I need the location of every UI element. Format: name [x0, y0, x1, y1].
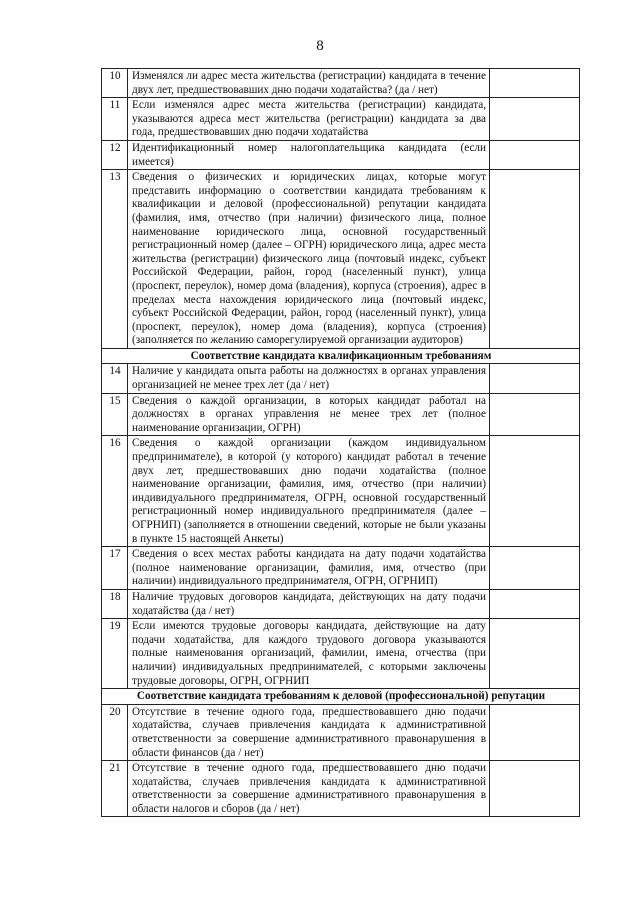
answer-cell[interactable]: [490, 547, 580, 590]
row-number: 10: [102, 69, 128, 98]
section-heading: Соответствие кандидата квалификационным требованиям: [102, 348, 580, 364]
row-number: 17: [102, 547, 128, 590]
row-question: Идентификационный номер налогоплательщика кандидата (если имеется): [128, 140, 490, 169]
row-number: 14: [102, 364, 128, 393]
row-question: Сведения о физических и юридических лицах, которые могут представить информацию о соответствии кандидата требованиям к квалификации и деловой (профессиональной) репутации кандидата (фамилия, имя, отчество (при наличии) физического лица, полное наименование юридического лица, основной государственный регистрационный номер (далее – ОГРН) юридического лица, адрес места жительства (регистрации) физического лица (почтовый индекс, субъект Российской Федерации, район, город (населенный пункт), улица (проспект, переулок), номер дома (владения), корпуса (строения), адрес в пределах места нахождения юридического лица (почтовый индекс, субъект Российской Федерации, район, город (населенный пункт), улица (проспект, переулок), номер дома (владения), корпуса (строения) (заполняется по желанию саморегулируемой организации аудиторов): [128, 170, 490, 349]
table-row: [102, 98, 580, 141]
row-question: Если изменялся адрес места жительства (регистрации) кандидата, указываются адреса мест жительства (регистрации) кандидата за два года, предшествовавших дню подачи ходатайства: [128, 98, 490, 141]
answer-cell[interactable]: [490, 619, 580, 689]
row-question: Если имеются трудовые договоры кандидата, действующие на дату подачи ходатайства, для каждого трудового договора указываются полные наименования организаций, фамилии, имена, отчества (при наличии) индивидуальных предпринимателей, с которыми заключены трудовые договоры, ОГРН, ОГРНИП: [128, 619, 490, 689]
row-number: 21: [102, 761, 128, 817]
row-number: 18: [102, 589, 128, 618]
row-number: 15: [102, 393, 128, 436]
answer-cell[interactable]: [490, 69, 580, 98]
table-row: [102, 761, 580, 817]
table-row: [102, 364, 580, 393]
answer-cell[interactable]: [490, 364, 580, 393]
table-row: [102, 170, 580, 349]
row-question: Отсутствие в течение одного года, предшествовавшего дню подачи ходатайства, случаев привлечения кандидата к административной ответственности за совершение административного правонарушения в области финансов (да / нет): [128, 704, 490, 760]
row-number: 13: [102, 170, 128, 349]
table-row: [102, 436, 580, 547]
section-row: [102, 689, 580, 705]
row-question: Сведения о каждой организации (каждом индивидуальном предпринимателе), в которой (у которого) кандидат работал в течение двух лет, предшествовавших дню подачи ходатайства (полное наименование организации, фамилия, имя, отчество (при наличии) индивидуального предпринимателя, ОГРН, основной государственный регистрационный номер индивидуального предпринимателя (далее – ОГРНИП) (заполняется в отношении сведений, которые не были указаны в пункте 15 настоящей Анкеты): [128, 436, 490, 547]
row-question: Наличие у кандидата опыта работы на должностях в органах управления организацией не менее трех лет (да / нет): [128, 364, 490, 393]
answer-cell[interactable]: [490, 98, 580, 141]
row-number: 19: [102, 619, 128, 689]
answer-cell[interactable]: [490, 704, 580, 760]
row-question: Сведения о всех местах работы кандидата на дату подачи ходатайства (полное наименование организации, фамилия, имя, отчество (при наличии) индивидуального предпринимателя, ОГРН, ОГРНИП): [128, 547, 490, 590]
row-question: Сведения о каждой организации, в которых кандидат работал на должностях в органах управления не менее трех лет (полное наименование организации, ОГРН): [128, 393, 490, 436]
row-number: 11: [102, 98, 128, 141]
section-row: [102, 348, 580, 364]
row-number: 12: [102, 140, 128, 169]
table-row: [102, 69, 580, 98]
row-number: 16: [102, 436, 128, 547]
section-heading: Соответствие кандидата требованиям к деловой (профессиональной) репутации: [102, 689, 580, 705]
answer-cell[interactable]: [490, 761, 580, 817]
answer-cell[interactable]: [490, 140, 580, 169]
answer-cell[interactable]: [490, 393, 580, 436]
row-question: Отсутствие в течение одного года, предшествовавшего дню подачи ходатайства, случаев привлечения кандидата к административной ответственности за совершение административного правонарушения в области налогов и сборов (да / нет): [128, 761, 490, 817]
table-row: [102, 589, 580, 618]
table-row: [102, 140, 580, 169]
answer-cell[interactable]: [490, 170, 580, 349]
questionnaire-table: [101, 68, 580, 817]
answer-cell[interactable]: [490, 436, 580, 547]
table-row: [102, 704, 580, 760]
table-row: [102, 393, 580, 436]
row-number: 20: [102, 704, 128, 760]
table-row: [102, 619, 580, 689]
row-question: Наличие трудовых договоров кандидата, действующих на дату подачи ходатайства (да / нет): [128, 589, 490, 618]
table-row: [102, 547, 580, 590]
answer-cell[interactable]: [490, 589, 580, 618]
row-question: Изменялся ли адрес места жительства (регистрации) кандидата в течение двух лет, предшествовавших дню подачи ходатайства? (да / нет): [128, 69, 490, 98]
page-number: 8: [316, 38, 324, 54]
